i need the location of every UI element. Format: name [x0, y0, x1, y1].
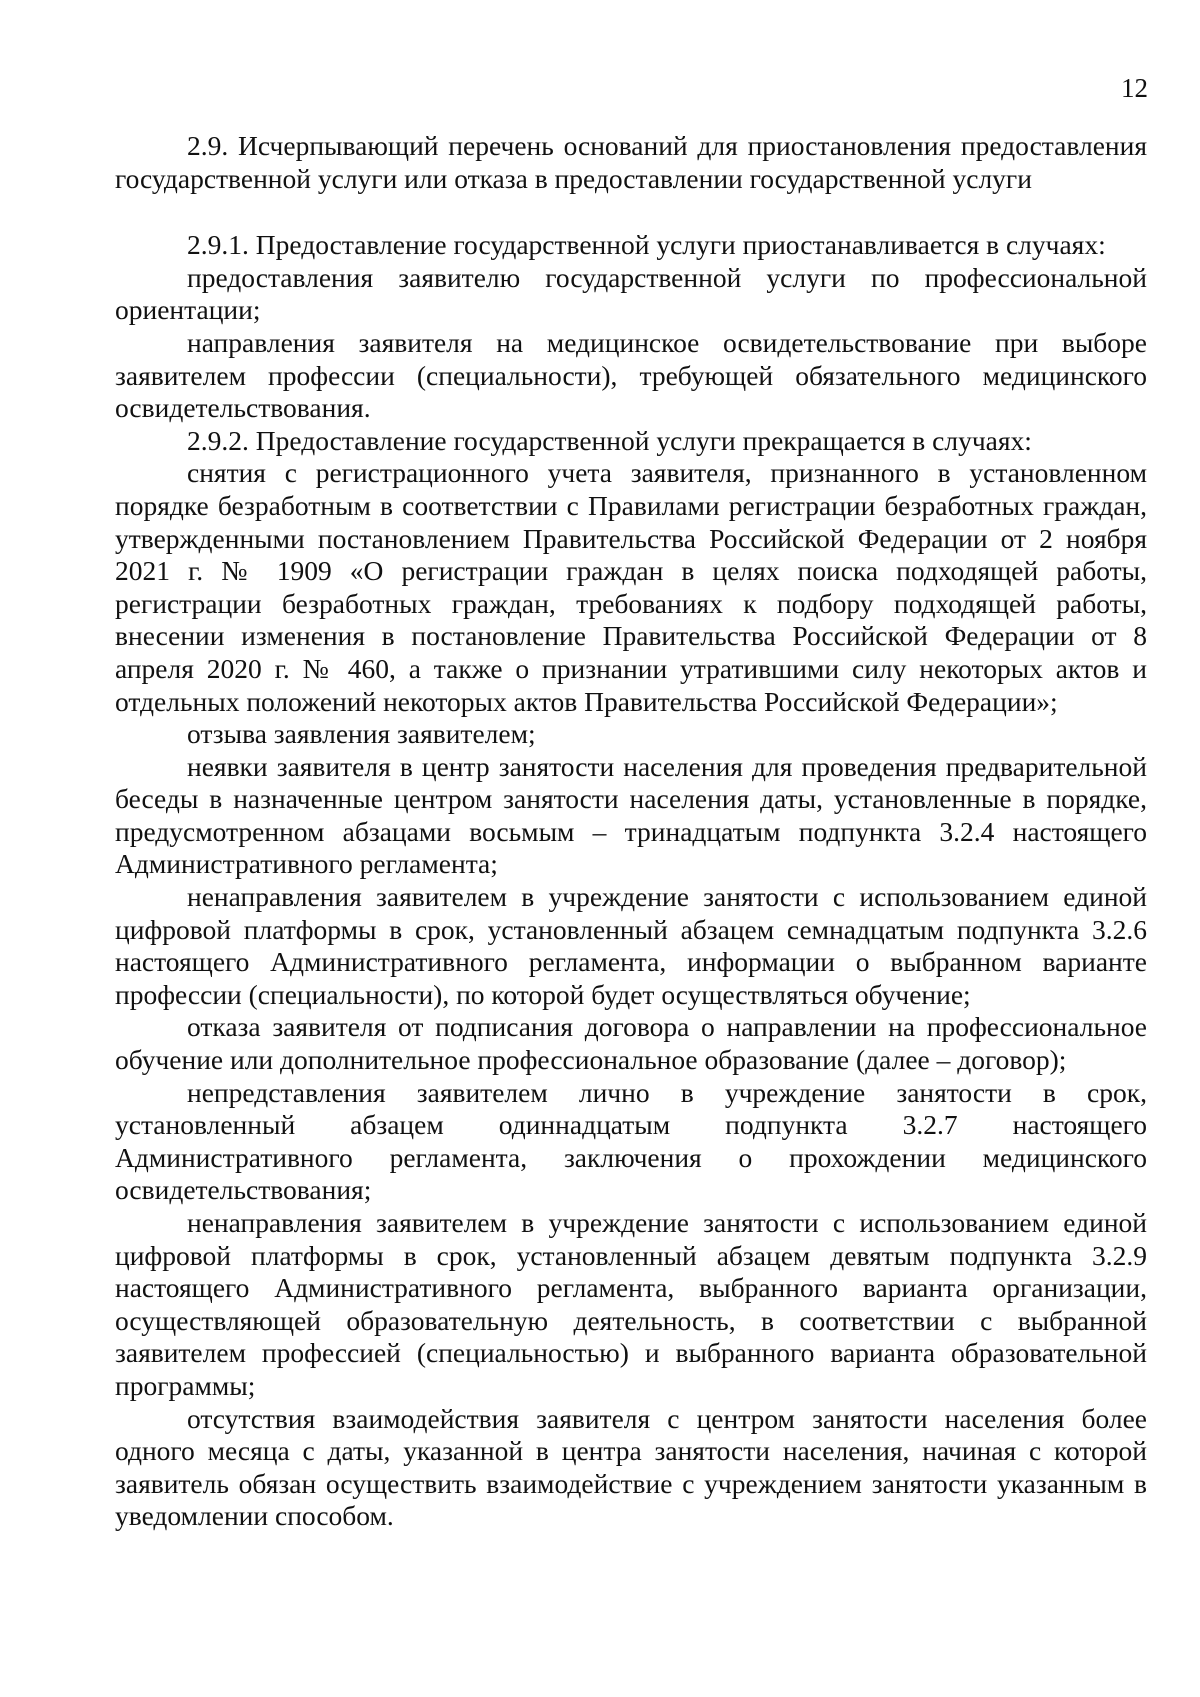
termination-reason-no-organization-choice: ненаправления заявителем в учреждение занятости с использованием единой цифровой платформы в срок, установленный абзацем девятым подпункта 3.2.9 настоящего Административного регламента, выбранного варианта организации, осуществляющей образовательную деятельность, в соответствии с выбранной заявителем профессией (специальностью) и выбранного варианта образовательной программы; — [115, 1207, 1147, 1401]
suspension-reason-career-guidance: предоставления заявителю государственной услуги по профессиональной ориентации; — [115, 261, 1147, 326]
suspension-reason-medical-examination: направления заявителя на медицинское освидетельствование при выборе заявителем профессии (специальности), требующей обязательного медицинского освидетельствования. — [115, 326, 1147, 424]
subsection-2-9-2: 2.9.2. Предоставление государственной услуги прекращается в случаях: — [187, 424, 1032, 456]
subsection-2-9-1: 2.9.1. Предоставление государственной услуги приостанавливается в случаях: — [187, 229, 1106, 261]
page-number: 12 — [1121, 73, 1148, 103]
termination-reason-no-interaction: отсутствия взаимодействия заявителя с центром занятости населения более одного месяца с даты, указанной в центра занятости населения, начиная с которой заявитель обязан осуществить взаимодействие с учреждением занятости указанным в уведомлении способом. — [115, 1402, 1147, 1532]
termination-reason-deregistration: снятия с регистрационного учета заявителя, признанного в установленном порядке безработным в соответствии с Правилами регистрации безработных граждан, утвержденными постановлением Правительства Российской Федерации от 2 ноября 2021 г. № 1909 «О регистрации граждан в целях поиска подходящей работы, регистрации безработных граждан, требованиях к подбору подходящей работы, внесении изменения в постановление Правительства Российской Федерации от 8 апреля 2020 г. № 460, а также о признании утратившими силу некоторых актов и отдельных положений некоторых актов Правительства Российской Федерации»; — [115, 457, 1147, 717]
termination-reason-application-withdrawal: отзыва заявления заявителем; — [187, 718, 536, 750]
document-body — [115, 130, 1147, 1533]
termination-reason-no-medical-conclusion: непредставления заявителем лично в учреждение занятости в срок, установленный абзацем одиннадцатым подпункта 3.2.7 настоящего Административного регламента, заключения о прохождении медицинского освидетельствования; — [115, 1076, 1147, 1206]
termination-reason-contract-refusal: отказа заявителя от подписания договора о направлении на профессиональное обучение или дополнительное профессиональное образование (далее – договор); — [115, 1011, 1147, 1076]
termination-reason-no-show: неявки заявителя в центр занятости населения для проведения предварительной беседы в назначенные центром занятости населения даты, установленные в порядке, предусмотренном абзацами восьмым – тринадцатым подпункта 3.2.4 настоящего Административного регламента; — [115, 750, 1147, 880]
section-heading: 2.9. Исчерпывающий перечень оснований для приостановления предоставления государственной услуги или отказа в предоставлении государственной услуги — [115, 130, 1147, 194]
termination-reason-no-profession-choice: ненаправления заявителем в учреждение занятости с использованием единой цифровой платформы в срок, установленный абзацем семнадцатым подпункта 3.2.6 настоящего Административного регламента, информации о выбранном варианте профессии (специальности), по которой будет осуществляться обучение; — [115, 881, 1147, 1010]
